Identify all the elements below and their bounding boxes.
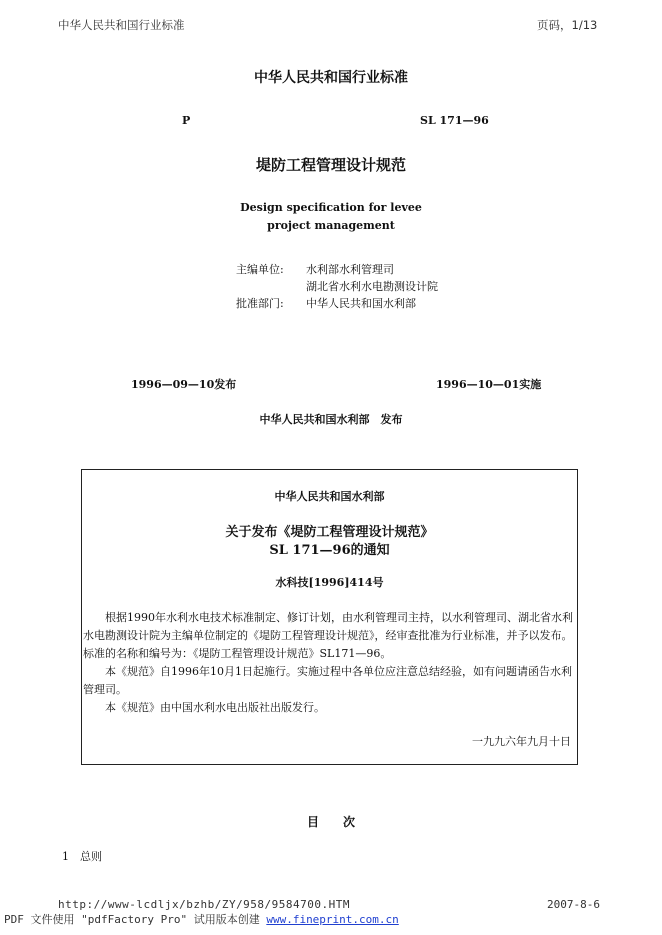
notice-document-number: 水科技[1996]414号 — [275, 576, 384, 589]
footer-url: http://www-lcdljx/bzhb/ZY/958/9584700.HTM — [58, 898, 351, 911]
chief-editor-org2: 湖北省水利水电勘测设计院 — [306, 280, 438, 293]
publisher-line: 中华人民共和国水利部 发布 — [259, 413, 403, 426]
pdf-watermark-text: PDF 文件使用 "pdfFactory Pro" 试用版本创建 — [4, 913, 267, 926]
notice-title-line1: 关于发布《堤防工程管理设计规范》 — [225, 525, 434, 540]
toc-item-1[interactable]: 1 总则 — [62, 850, 102, 863]
notice-title-line2: SL 171—96的通知 — [269, 543, 390, 558]
notice-box — [81, 469, 578, 765]
issue-date: 1996—09—10发布 — [131, 378, 237, 391]
page-number: 页码，1/13 — [537, 18, 598, 32]
standard-number: SL 171—96 — [420, 114, 489, 127]
effective-date: 1996—10—01实施 — [436, 378, 542, 391]
notice-paragraph-2: 本《规范》自1996年10月1日起施行。实施过程中各单位应注意总结经验，如有问题请函告水利管理司。 — [83, 665, 572, 696]
notice-paragraph-1: 根据1990年水利水电技术标准制定、修订计划，由水利管理司主持，以水利管理司、湖北省水利水电勘测设计院为主编单位制定的《堤防工程管理设计规范》，经审查批准为行业标准，并予以发布。标准的名称和编号为：《堤防工程管理设计规范》SL171—96。 — [83, 611, 573, 660]
approver-org: 中华人民共和国水利部 — [306, 297, 416, 310]
english-title-line1: Design specification for levee — [240, 201, 422, 214]
footer-date: 2007-8-6 — [547, 898, 600, 911]
chief-editor-org1: 水利部水利管理司 — [306, 263, 394, 276]
fineprint-link[interactable]: www.fineprint.com.cn — [266, 913, 399, 926]
page-header-left: 中华人民共和国行业标准 — [58, 18, 185, 32]
standard-type-heading: 中华人民共和国行业标准 — [254, 70, 408, 86]
notice-paragraph-3: 本《规范》由中国水利水电出版社出版发行。 — [105, 701, 325, 714]
notice-date: 一九九六年九月十日 — [472, 735, 571, 748]
notice-org: 中华人民共和国水利部 — [274, 490, 385, 503]
category-code: P — [182, 114, 191, 127]
approver-label: 批准部门: — [236, 297, 284, 310]
toc-heading: 目 次 — [306, 815, 355, 829]
pdf-watermark — [4, 911, 399, 927]
chief-editor-label: 主编单位: — [236, 263, 284, 276]
english-title-line2: project management — [267, 219, 395, 232]
document-title: 堤防工程管理设计规范 — [255, 156, 406, 174]
